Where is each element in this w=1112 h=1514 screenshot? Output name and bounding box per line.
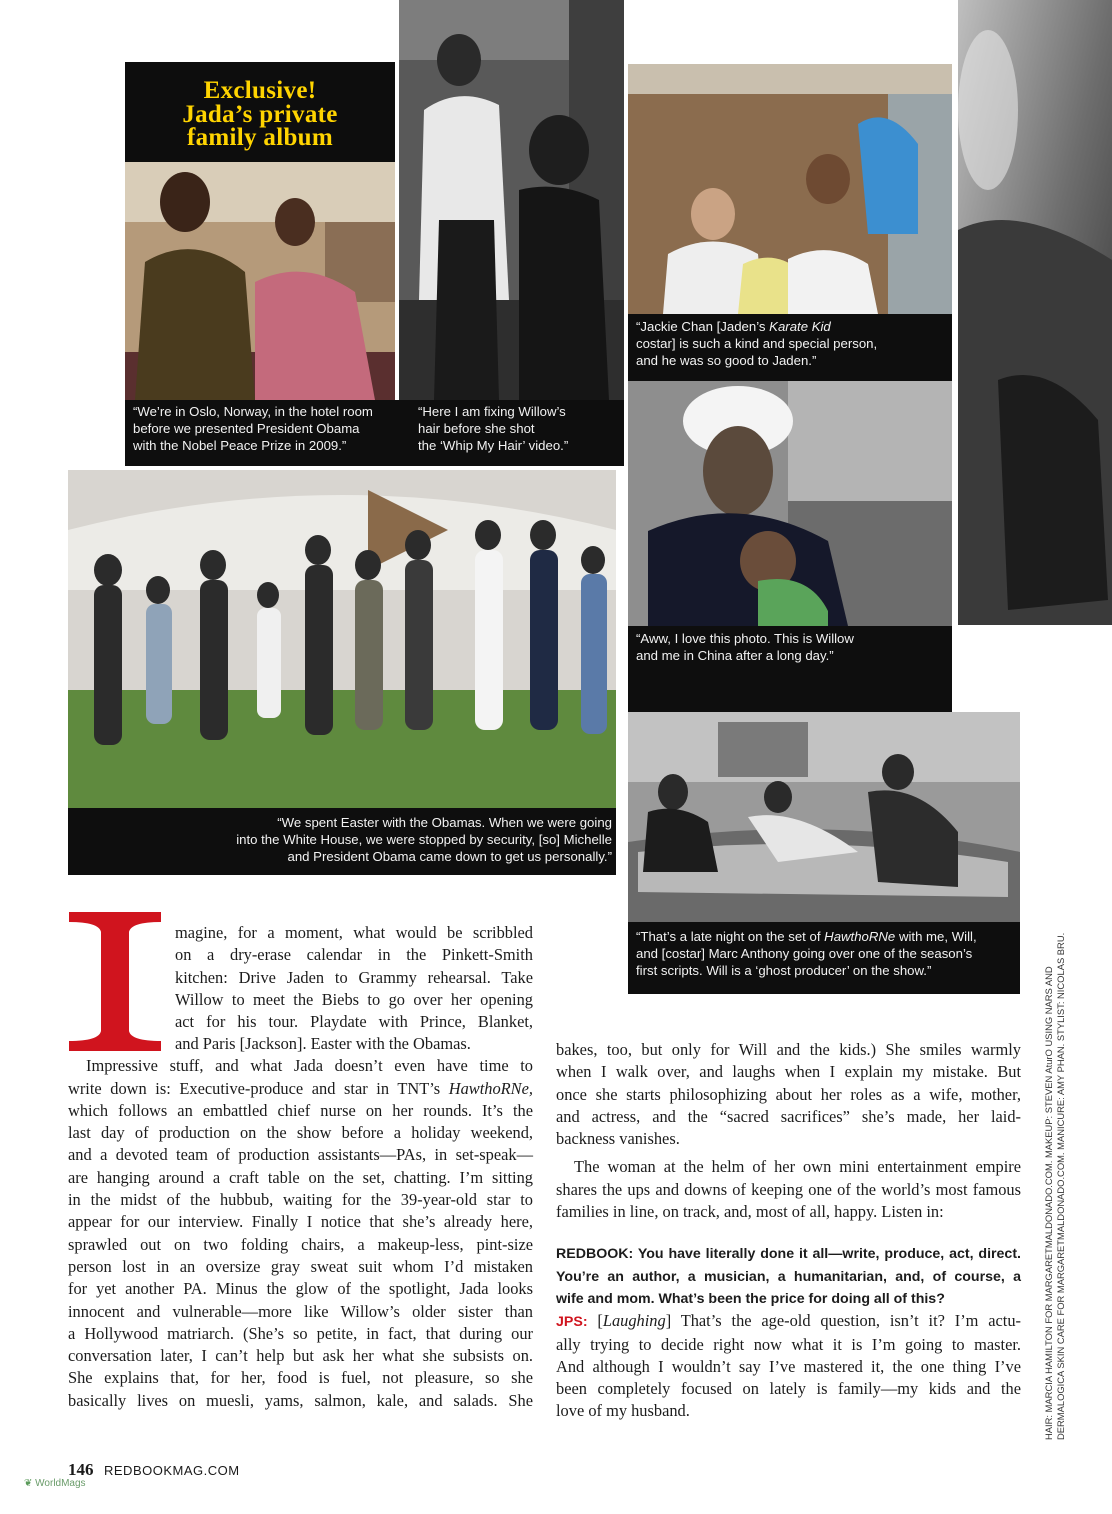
body-line: conversation later, I can’t help but ask her what she subsists on. [68,1346,533,1366]
column-1-intro [175,922,533,1033]
body-line: families in line, on track, and, most of all, happy. Listen in: [556,1202,944,1222]
body-line: are hanging around a craft table on the set, chatting. I’m sitting [68,1167,533,1187]
caption-line: first scripts. Will is a ‘ghost producer’ on the show.” [636,963,932,978]
body-line: bakes, too, but only for Will and the kids.) She smiles warmly [556,1040,1021,1059]
body-line: person lost in an oversize gray sweat suit whom I’d mistaken [68,1256,533,1276]
caption-line: with the Nobel Peace Prize in 2009.” [133,438,347,453]
caption-hawthorne [628,922,1020,994]
answer-line: been completely focused on lately is family—my kids and the [556,1379,1021,1399]
photo-easter-obamas [68,470,616,808]
question-line: wife and mom. What’s been the price for doing all of this? [556,1290,945,1307]
show-title: HawthoRNe, [448,1078,533,1098]
album-title-box [125,62,395,162]
caption-line: before we presented President Obama [133,421,360,436]
caption-line: “We’re in Oslo, Norway, in the hotel room [133,404,373,419]
site-url: REDBOOKMAG.COM [104,1463,240,1478]
photo-oslo-hotel [125,162,395,400]
photo-credits [1043,880,1066,1440]
caption-willow-hair [410,400,624,466]
body-line: She explains that, for her, food is fuel, not pleasure, so she [68,1368,533,1388]
answer-line: JPS: [Laughing] That’s the age-old question, isn’t it? I’m actu- [556,1311,1022,1331]
caption-line: costar] is such a kind and special person, [636,336,878,351]
caption-china [628,626,952,712]
answer-line: And although I wouldn’t say I’ve mastered it, the one thing I’ve [556,1356,1021,1376]
body-line: and a devoted team of production assistants—PAs, in set-speak— [68,1145,533,1165]
caption-line: into the White House, we were stopped by security, [so] Michelle [236,832,612,847]
body-line: which follows an embattled chief nurse on her rounds. It’s the [68,1100,533,1120]
caption-easter [68,808,616,875]
body-line: basically lives on muesli, yams, salmon, kale, and salads. She [68,1390,533,1410]
caption-jackie-chan [628,314,952,381]
caption-line [636,318,952,335]
photo-edge-right [958,0,1112,625]
body-line: when I walk over, and laughs when I explain my mistake. But [556,1062,1021,1082]
photo-willow-hair [399,0,624,400]
body-line: kitchen: Drive Jaden to Grammy rehearsal. Take [175,967,533,987]
body-line: shares the ups and downs of keeping one of the world’s most famous [556,1179,1021,1199]
photo-china [628,381,952,626]
title-line-3: family album [187,124,333,151]
caption-film-title: Karate Kid [769,319,831,334]
body-line: for yet another PA. Minus the glow of the spotlight, Jada looks [68,1279,533,1299]
body-line: sprawled out on two folding chairs, a makeup-less, pint-size [68,1234,533,1254]
caption-line: “We spent Easter with the Obamas. When we were going [277,815,612,830]
page-number: 146 [68,1460,94,1479]
caption-text: “Jackie Chan [Jaden’s [636,319,770,334]
body-line: a Hollywood matriarch. (She’s so petite, in fact, that during our [68,1323,533,1343]
photo-hawthorne-set [628,712,1020,922]
leaf-icon: ❦ [24,1478,33,1489]
body-line: and Paris [Jackson]. Easter with the Obamas. [175,1034,471,1053]
body-line: innocent and vulnerable—more like Willow’s older sister than [68,1301,533,1321]
answer-label: JPS: [556,1314,588,1331]
body-line [68,1078,533,1100]
body-text-run: ] That’s the age-old question, isn’t it? I’m actu- [665,1311,1022,1331]
caption-line: hair before she shot [418,421,535,436]
watermark-text: WorldMags [35,1478,86,1489]
body-line: once she starts philosophizing about her roles as a wife, mother, [556,1084,1021,1104]
body-line: The woman at the helm of her own mini entertainment empire [574,1157,1021,1177]
credit-line: DERMALOGICA SKIN CARE FOR MARGARETMALDONADO.COM. MANICURE: AMY PHAN. STYLIST: NICOLAS BRU. [1054,932,1066,1440]
body-line: appear for our interview. Finally I notice that she’s already here, [68,1212,533,1232]
caption-line: “Aww, I love this photo. This is Willow [636,631,854,646]
body-line: Impressive stuff, and what Jada doesn’t even have time to [86,1056,533,1076]
column-1-body [68,1033,533,1412]
caption-text: “That’s a late night on the set of [636,929,825,944]
body-line: magine, for a moment, what would be scribbled [175,923,533,942]
body-line: backness vanishes. [556,1129,680,1149]
column-2 [556,1039,1021,1423]
answer-aside: Laughing [602,1311,666,1331]
drop-cap [67,910,163,1053]
question-line: REDBOOK: You have literally done it all—write, produce, act, direct. [556,1246,1021,1263]
caption-line: and [costar] Marc Anthony going over one of the season’s [636,946,973,961]
answer-line: love of my husband. [556,1401,690,1421]
watermark-logo [24,1478,86,1489]
body-line: act for his tour. Playdate with Prince, Blanket, [175,1012,533,1032]
caption-line: the ‘Whip My Hair’ video.” [418,438,569,453]
caption-line: and President Obama came down to get us personally.” [287,849,612,864]
body-line: and actress, and the “sacred sacrifices” she’s made, her laid- [556,1106,1021,1126]
body-text-run: write down is: Executive-produce and star in TNT’s [68,1078,449,1098]
body-line: in the midst of the hubbub, waiting for the 39-year-old star to [68,1190,533,1210]
title-line-1: Exclusive! [203,77,317,104]
caption-line: and me in China after a long day.” [636,648,834,663]
question-line: You’re an author, a musician, a humanitarian, and, of course, a [556,1268,1021,1285]
title-line-2: Jada’s private [182,100,338,128]
caption-line: and he was so good to Jaden.” [636,353,817,368]
body-line: last day of production on the show before a holiday weekend, [68,1123,533,1143]
body-line: Willow to meet the Biebs to go over her opening [175,989,533,1009]
body-line: on a dry-erase calendar in the Pinkett-Smith [175,945,533,965]
caption-show-title: HawthoRNe [824,929,896,944]
photo-jackie-chan [628,64,952,314]
credit-line: HAIR: MARCIA HAMILTON FOR MARGARETMALDONADO.COM. MAKEUP: STEVEN AturO USING NARS AND [1043,966,1054,1440]
caption-line [636,928,1020,945]
caption-text: with me, Will, [895,929,977,944]
caption-line: “Here I am fixing Willow’s [418,404,566,419]
caption-oslo [125,400,415,466]
answer-line: ally trying to decide right now what it is I’m going to master. [556,1334,1021,1354]
